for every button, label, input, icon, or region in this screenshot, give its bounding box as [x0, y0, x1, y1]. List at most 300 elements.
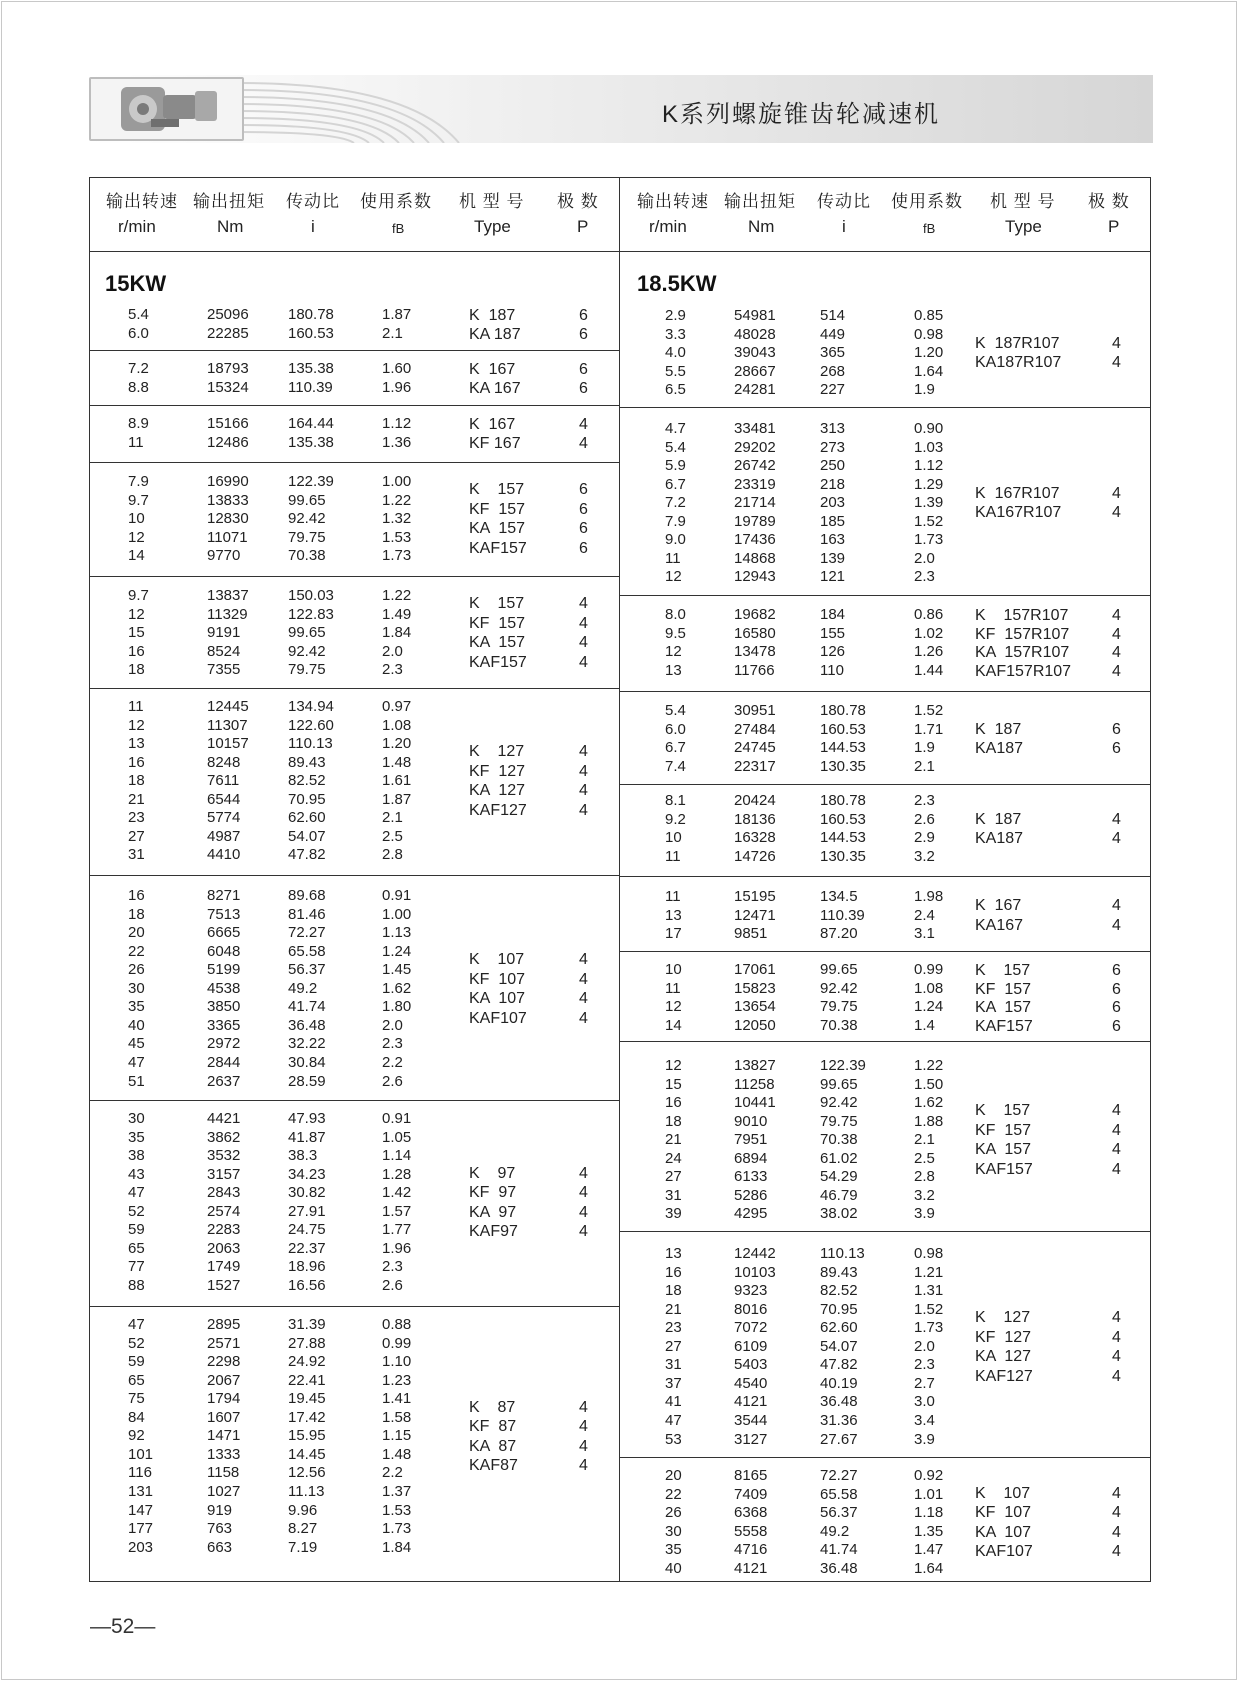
- speed-cell: 77: [128, 1258, 145, 1276]
- speed-cell: 7.9: [128, 473, 149, 490]
- model-poles: 6: [579, 361, 588, 378]
- torque-cell: 5558: [734, 1522, 768, 1540]
- model-poles: 6: [1112, 1017, 1121, 1035]
- ratio-cell: 82.52: [288, 772, 326, 790]
- model-type: KF 157R107: [975, 625, 1070, 643]
- torque-cell: 11766: [734, 661, 775, 679]
- torque-cell: 26742: [734, 457, 776, 475]
- speed-cell: 6.0: [128, 324, 149, 342]
- header-banner: [89, 75, 1153, 143]
- model-poles: 4: [1112, 662, 1121, 680]
- torque-cell: 2283: [207, 1221, 241, 1239]
- model-poles: 4: [579, 801, 588, 819]
- torque-cell: 2067: [207, 1371, 241, 1389]
- header-type-cn: 机 型 号: [459, 192, 525, 211]
- torque-cell: 12471: [734, 906, 776, 924]
- torque-cell: 13833: [207, 491, 249, 509]
- model-type: K 167: [975, 897, 1022, 915]
- factor-cell: 1.26: [914, 643, 944, 661]
- model-poles: 4: [1112, 897, 1121, 915]
- factor-cell: 1.57: [382, 1202, 412, 1220]
- factor-cell: 3.0: [914, 1393, 935, 1411]
- speed-cell: 47: [128, 1053, 145, 1071]
- ratio-cell: 79.75: [820, 998, 858, 1016]
- ratio-cell: 22.37: [288, 1239, 326, 1257]
- torque-cell: 4987: [207, 827, 241, 845]
- torque-cell: 11307: [207, 716, 248, 734]
- model-type: KA 157: [469, 520, 526, 538]
- speed-cell: 11: [665, 979, 681, 997]
- model-poles: 4: [1112, 1348, 1121, 1366]
- speed-cell: 22: [665, 1485, 682, 1503]
- torque-cell: 4540: [734, 1374, 768, 1392]
- ratio-cell: 11.13: [288, 1482, 325, 1500]
- torque-cell: 24745: [734, 739, 776, 757]
- speed-cell: 2.9: [665, 307, 686, 324]
- ratio-cell: 46.79: [820, 1186, 858, 1204]
- factor-cell: 1.61: [382, 772, 412, 790]
- factor-cell: 1.35: [914, 1522, 944, 1540]
- speed-cell: 6.7: [665, 739, 686, 757]
- factor-cell: 1.48: [382, 753, 412, 771]
- model-type: KAF87: [469, 1457, 518, 1475]
- ratio-cell: 99.65: [288, 624, 326, 642]
- ratio-cell: 268: [820, 362, 846, 380]
- page-title: K系列螺旋锥齿轮减速机: [661, 101, 940, 128]
- header-type-cn: 机 型 号: [990, 192, 1056, 211]
- ratio-cell: 70.38: [820, 1016, 858, 1034]
- model-type: K 107: [469, 951, 525, 969]
- speed-cell: 101: [128, 1445, 154, 1463]
- speed-cell: 38: [128, 1147, 145, 1165]
- torque-cell: 19682: [734, 606, 776, 623]
- factor-cell: 1.20: [382, 735, 412, 753]
- model-poles: 4: [1112, 1484, 1121, 1502]
- ratio-cell: 99.65: [820, 1075, 858, 1093]
- speed-cell: 27: [128, 827, 145, 845]
- model-poles: 4: [579, 1398, 588, 1416]
- ratio-cell: 79.75: [288, 528, 326, 546]
- torque-cell: 5199: [207, 961, 241, 979]
- speed-cell: 6.5: [665, 381, 686, 399]
- speed-cell: 10: [665, 829, 682, 847]
- torque-cell: 11329: [207, 605, 248, 623]
- model-poles: 6: [1112, 962, 1121, 979]
- ratio-cell: 185: [820, 512, 846, 530]
- factor-cell: 3.9: [914, 1430, 935, 1448]
- model-type: KF 87: [469, 1418, 517, 1436]
- torque-cell: 16580: [734, 624, 776, 642]
- model-poles: 4: [1112, 334, 1121, 352]
- speed-cell: 4.7: [665, 420, 686, 437]
- factor-cell: 0.99: [914, 961, 944, 978]
- ratio-cell: 160.53: [820, 720, 866, 738]
- factor-cell: 1.73: [382, 547, 412, 565]
- factor-cell: 1.23: [382, 1371, 412, 1389]
- model-type: K 157R107: [975, 607, 1069, 624]
- torque-cell: 10441: [734, 1094, 776, 1112]
- torque-cell: 6133: [734, 1168, 768, 1186]
- ratio-cell: 163: [820, 531, 846, 549]
- torque-cell: 12442: [734, 1245, 776, 1262]
- speed-cell: 18: [128, 772, 145, 790]
- ratio-cell: 92.42: [820, 979, 858, 997]
- speed-cell: 18: [665, 1112, 682, 1130]
- ratio-cell: 180.78: [820, 792, 866, 809]
- model-type: KAF157: [975, 1017, 1033, 1035]
- ratio-cell: 89.43: [288, 753, 326, 771]
- speed-cell: 116: [128, 1464, 152, 1482]
- factor-cell: 0.99: [382, 1334, 412, 1352]
- factor-cell: 1.80: [382, 998, 412, 1016]
- ratio-cell: 27.67: [820, 1430, 858, 1448]
- speed-cell: 13: [665, 1245, 682, 1262]
- factor-cell: 0.85: [914, 307, 944, 324]
- ratio-cell: 56.37: [288, 961, 326, 979]
- ratio-cell: 19.45: [288, 1390, 326, 1408]
- torque-cell: 25096: [207, 306, 249, 323]
- factor-cell: 2.3: [914, 568, 935, 586]
- factor-cell: 2.4: [914, 906, 935, 924]
- header-type-en: Type: [474, 217, 511, 236]
- speed-cell: 16: [665, 1094, 682, 1112]
- factor-cell: 2.0: [914, 549, 935, 567]
- torque-cell: 8524: [207, 642, 241, 660]
- ratio-cell: 27.91: [288, 1202, 326, 1220]
- header-poles-en: P: [1108, 217, 1120, 236]
- model-type: KA 87: [469, 1437, 517, 1455]
- ratio-cell: 70.95: [820, 1300, 858, 1318]
- factor-cell: 3.9: [914, 1205, 935, 1223]
- ratio-cell: 14.45: [288, 1445, 326, 1463]
- speed-cell: 51: [128, 1072, 145, 1090]
- ratio-cell: 65.58: [820, 1485, 858, 1503]
- factor-cell: 2.8: [382, 846, 403, 864]
- ratio-cell: 110.13: [820, 1245, 865, 1262]
- factor-cell: 1.98: [914, 888, 944, 905]
- model-type: KF 157: [975, 1121, 1032, 1139]
- factor-cell: 1.88: [914, 1112, 944, 1130]
- factor-cell: 1.48: [382, 1445, 412, 1463]
- model-poles: 4: [579, 1164, 588, 1182]
- speed-cell: 21: [665, 1300, 682, 1318]
- ratio-cell: 273: [820, 438, 846, 456]
- torque-cell: 4410: [207, 846, 241, 864]
- ratio-cell: 54.29: [820, 1168, 858, 1186]
- ratio-cell: 47.82: [820, 1356, 858, 1374]
- model-poles: 4: [579, 1223, 588, 1241]
- torque-cell: 3532: [207, 1147, 241, 1165]
- speed-cell: 12: [128, 605, 145, 623]
- ratio-cell: 82.52: [820, 1282, 858, 1300]
- speed-cell: 30: [128, 1110, 145, 1127]
- ratio-cell: 135.38: [288, 360, 334, 377]
- torque-cell: 13654: [734, 998, 776, 1016]
- factor-cell: 0.91: [382, 1110, 412, 1127]
- group-separator: [620, 784, 1151, 785]
- torque-cell: 15324: [207, 378, 249, 396]
- ratio-cell: 72.27: [820, 1467, 858, 1484]
- factor-cell: 2.3: [382, 1035, 403, 1053]
- torque-cell: 8165: [734, 1467, 768, 1484]
- ratio-cell: 155: [820, 624, 846, 642]
- model-poles: 4: [579, 1437, 588, 1455]
- ratio-cell: 99.65: [288, 491, 326, 509]
- torque-cell: 8248: [207, 753, 241, 771]
- group-separator: [620, 691, 1151, 692]
- torque-cell: 14726: [734, 847, 776, 865]
- speed-cell: 7.2: [665, 494, 686, 512]
- model-type: KA 167: [469, 379, 521, 397]
- model-type: KA187R107: [975, 354, 1062, 372]
- ratio-cell: 49.2: [288, 979, 318, 997]
- torque-cell: 7355: [207, 661, 241, 679]
- group-separator: [620, 1457, 1151, 1458]
- model-poles: 6: [579, 539, 588, 557]
- ratio-cell: 34.23: [288, 1165, 326, 1183]
- header-speed-unit: r/min: [118, 217, 156, 236]
- header-ratio-cn: 传动比: [286, 192, 340, 211]
- factor-cell: 2.3: [382, 1258, 403, 1276]
- ratio-cell: 62.60: [288, 809, 326, 827]
- speed-cell: 31: [665, 1186, 682, 1204]
- torque-cell: 2972: [207, 1035, 241, 1053]
- speed-cell: 4.0: [665, 344, 686, 362]
- header-speed-cn: 输出转速: [637, 192, 709, 211]
- torque-cell: 15823: [734, 979, 776, 997]
- factor-cell: 1.37: [382, 1482, 412, 1500]
- ratio-cell: 17.42: [288, 1408, 326, 1426]
- torque-cell: 6894: [734, 1149, 768, 1167]
- ratio-cell: 89.43: [820, 1263, 858, 1281]
- factor-cell: 1.15: [382, 1427, 412, 1445]
- torque-cell: 4421: [207, 1110, 241, 1127]
- model-poles: 4: [1112, 830, 1121, 848]
- speed-cell: 43: [128, 1165, 145, 1183]
- factor-cell: 2.9: [914, 829, 935, 847]
- torque-cell: 2637: [207, 1072, 241, 1090]
- factor-cell: 0.98: [914, 325, 944, 343]
- factor-cell: 2.6: [382, 1276, 403, 1294]
- torque-cell: 3862: [207, 1128, 241, 1146]
- speed-cell: 88: [128, 1276, 145, 1294]
- ratio-cell: 27.88: [288, 1334, 326, 1352]
- factor-cell: 2.3: [914, 1356, 935, 1374]
- factor-cell: 1.24: [382, 942, 412, 960]
- torque-cell: 29202: [734, 438, 776, 456]
- model-poles: 6: [1112, 999, 1121, 1017]
- model-poles: 4: [1112, 625, 1121, 643]
- speed-cell: 6.0: [665, 720, 686, 738]
- speed-cell: 20: [665, 1467, 682, 1484]
- torque-cell: 9323: [734, 1282, 768, 1300]
- torque-cell: 22317: [734, 757, 776, 775]
- ratio-cell: 180.78: [288, 306, 334, 323]
- model-type: KAF157: [469, 653, 527, 671]
- ratio-cell: 122.60: [288, 716, 334, 734]
- torque-cell: 3544: [734, 1411, 768, 1429]
- header-ratio-cn: 传动比: [817, 192, 871, 211]
- speed-cell: 40: [128, 1016, 145, 1034]
- speed-cell: 47: [128, 1184, 145, 1202]
- torque-cell: 4295: [734, 1205, 768, 1223]
- speed-cell: 37: [665, 1374, 682, 1392]
- torque-cell: 2844: [207, 1053, 241, 1071]
- factor-cell: 1.00: [382, 905, 412, 923]
- model-poles: 6: [1112, 980, 1121, 998]
- speed-cell: 14: [128, 547, 145, 565]
- factor-cell: 0.98: [914, 1245, 944, 1262]
- ratio-cell: 32.22: [288, 1035, 326, 1053]
- gear-motor-logo: [89, 77, 244, 141]
- factor-cell: 1.62: [914, 1094, 944, 1112]
- factor-cell: 2.5: [914, 1149, 935, 1167]
- factor-cell: 2.3: [382, 661, 403, 679]
- ratio-cell: 134.5: [820, 888, 858, 905]
- ratio-cell: 16.56: [288, 1276, 326, 1294]
- model-type: K 157: [469, 595, 525, 613]
- torque-cell: 3127: [734, 1430, 768, 1448]
- ratio-cell: 38.02: [820, 1205, 858, 1223]
- factor-cell: 0.86: [914, 606, 944, 623]
- factor-cell: 1.4: [914, 1016, 935, 1034]
- factor-cell: 1.05: [382, 1128, 412, 1146]
- torque-cell: 9191: [207, 624, 241, 642]
- ratio-cell: 122.39: [288, 473, 334, 490]
- group-separator: [89, 875, 619, 876]
- ratio-cell: 61.02: [820, 1149, 858, 1167]
- factor-cell: 1.32: [382, 510, 412, 528]
- model-poles: 4: [579, 1457, 588, 1475]
- ratio-cell: 160.53: [288, 324, 334, 342]
- speed-cell: 177: [128, 1520, 154, 1538]
- header-speed-cn: 输出转速: [106, 192, 178, 211]
- ratio-cell: 47.82: [288, 846, 326, 864]
- factor-cell: 2.6: [382, 1072, 403, 1090]
- torque-cell: 2298: [207, 1353, 241, 1371]
- factor-cell: 1.53: [382, 1501, 412, 1519]
- speed-cell: 147: [128, 1501, 154, 1519]
- model-type: K 187: [469, 307, 516, 324]
- torque-cell: 13827: [734, 1057, 776, 1074]
- torque-cell: 12943: [734, 568, 776, 586]
- model-type: K 157: [975, 1102, 1031, 1120]
- factor-cell: 2.1: [382, 809, 403, 827]
- speed-cell: 12: [665, 1057, 682, 1074]
- group-separator: [89, 688, 619, 689]
- torque-cell: 16328: [734, 829, 776, 847]
- factor-cell: 1.29: [914, 475, 944, 493]
- ratio-cell: 79.75: [820, 1112, 858, 1130]
- group-separator: [620, 407, 1151, 408]
- speed-cell: 8.0: [665, 606, 686, 623]
- factor-cell: 2.1: [914, 1131, 935, 1149]
- model-type: K 167R107: [975, 484, 1060, 502]
- factor-cell: 3.2: [914, 847, 935, 865]
- torque-cell: 6665: [207, 924, 241, 942]
- model-poles: 4: [1112, 1328, 1121, 1346]
- torque-cell: 39043: [734, 344, 776, 362]
- factor-cell: 1.87: [382, 306, 412, 323]
- speed-cell: 92: [128, 1427, 145, 1445]
- group-separator: [620, 876, 1151, 877]
- ratio-cell: 203: [820, 494, 846, 512]
- speed-cell: 45: [128, 1035, 145, 1053]
- speed-cell: 7.4: [665, 757, 686, 775]
- torque-cell: 13478: [734, 643, 776, 661]
- factor-cell: 1.9: [914, 381, 935, 399]
- speed-cell: 17: [665, 925, 682, 943]
- model-poles: 4: [579, 990, 588, 1008]
- model-type: KAF157: [469, 539, 527, 557]
- group-separator: [620, 951, 1151, 952]
- ratio-cell: 184: [820, 606, 846, 623]
- ratio-cell: 87.20: [820, 925, 858, 943]
- model-poles: 4: [579, 595, 588, 613]
- speed-cell: 6.7: [665, 475, 686, 493]
- factor-cell: 1.20: [914, 344, 944, 362]
- ratio-cell: 24.92: [288, 1353, 326, 1371]
- torque-cell: 6368: [734, 1504, 768, 1522]
- torque-cell: 2571: [207, 1334, 241, 1352]
- factor-cell: 1.08: [914, 979, 944, 997]
- speed-cell: 39: [665, 1205, 682, 1223]
- factor-cell: 1.73: [914, 1319, 944, 1337]
- ratio-cell: 41.74: [288, 998, 326, 1016]
- factor-cell: 2.7: [914, 1374, 935, 1392]
- torque-cell: 1749: [207, 1258, 241, 1276]
- ratio-cell: 92.42: [288, 642, 326, 660]
- speed-cell: 52: [128, 1334, 145, 1352]
- ratio-cell: 150.03: [288, 587, 334, 604]
- factor-cell: 0.90: [914, 420, 944, 437]
- speed-cell: 8.8: [128, 378, 149, 396]
- torque-cell: 21714: [734, 494, 776, 512]
- torque-cell: 1607: [207, 1408, 241, 1426]
- ratio-cell: 218: [820, 475, 846, 493]
- ratio-cell: 92.42: [288, 510, 326, 528]
- ratio-cell: 160.53: [820, 810, 866, 828]
- torque-cell: 1794: [207, 1390, 241, 1408]
- ratio-cell: 70.38: [820, 1131, 858, 1149]
- ratio-cell: 449: [820, 325, 846, 343]
- speed-cell: 23: [665, 1319, 682, 1337]
- speed-cell: 9.0: [665, 531, 686, 549]
- factor-cell: 1.60: [382, 360, 412, 377]
- model-poles: 4: [579, 634, 588, 652]
- factor-cell: 1.87: [382, 790, 412, 808]
- speed-cell: 16: [128, 753, 145, 771]
- torque-cell: 1471: [207, 1427, 241, 1445]
- torque-cell: 919: [207, 1501, 233, 1519]
- speed-cell: 8.9: [128, 415, 149, 432]
- speed-cell: 8.1: [665, 792, 686, 809]
- torque-cell: 12050: [734, 1016, 776, 1034]
- model-type: KA167: [975, 916, 1024, 934]
- torque-cell: 11258: [734, 1075, 775, 1093]
- model-type: KA187: [975, 830, 1024, 848]
- ratio-cell: 122.39: [820, 1057, 866, 1074]
- speed-cell: 47: [128, 1316, 145, 1333]
- factor-cell: 2.2: [382, 1053, 403, 1071]
- torque-cell: 5403: [734, 1356, 768, 1374]
- column-divider: [619, 177, 620, 1582]
- header-type-en: Type: [1005, 217, 1042, 236]
- speed-cell: 13: [128, 735, 145, 753]
- model-type: KAF107: [469, 1009, 527, 1027]
- speed-cell: 59: [128, 1353, 145, 1371]
- torque-cell: 19789: [734, 512, 776, 530]
